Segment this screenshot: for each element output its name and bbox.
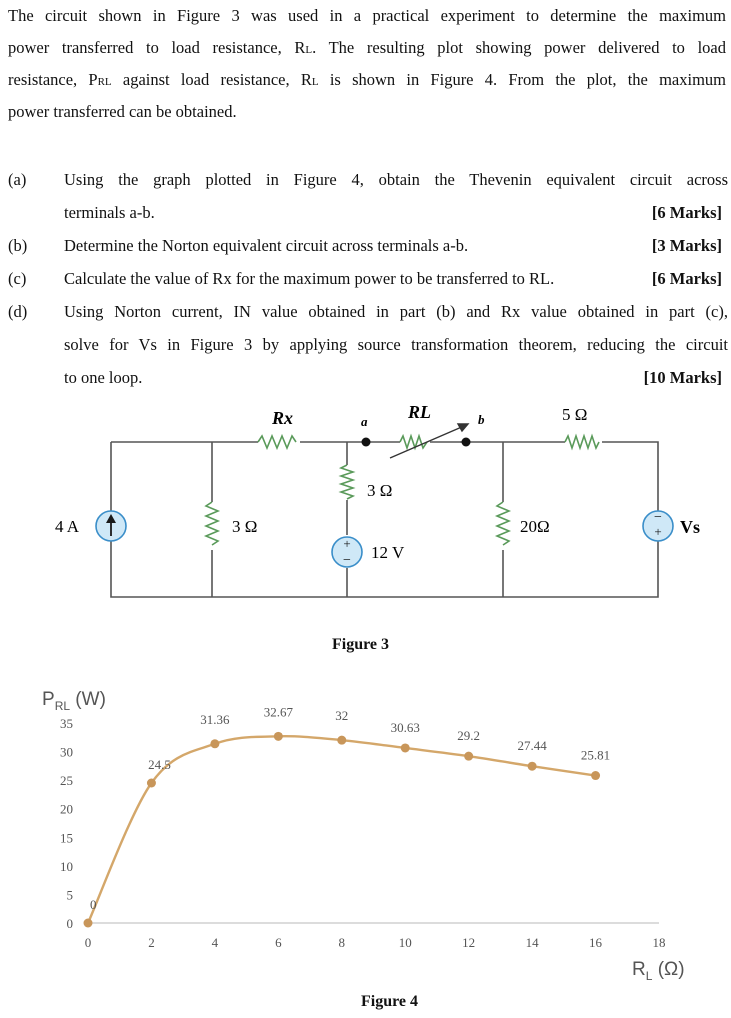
current-source-icon bbox=[96, 511, 126, 541]
x-tick-label: 0 bbox=[84, 935, 92, 950]
question-label: (c) bbox=[8, 269, 27, 288]
terminal-a bbox=[362, 438, 371, 447]
y-tick-label: 35 bbox=[60, 716, 73, 731]
terminal-b bbox=[462, 438, 471, 447]
marks-label: [6 Marks] bbox=[651, 269, 722, 288]
figure-4-caption: Figure 4 bbox=[361, 993, 419, 1010]
marks-label: [3 Marks] bbox=[651, 236, 722, 255]
question-text-line: Determine the Norton equivalent circuit across terminals a-b. bbox=[64, 236, 469, 255]
data-point bbox=[591, 771, 600, 780]
data-label: 32 bbox=[335, 708, 349, 724]
data-point bbox=[84, 919, 93, 928]
data-point bbox=[274, 732, 283, 741]
question-text-line: Calculate the value of Rx for the maximum power to be transferred to RL. bbox=[64, 269, 555, 288]
data-label: 31.36 bbox=[200, 711, 230, 727]
svg-text:+: + bbox=[343, 536, 351, 551]
question-text-line: terminals a-b. bbox=[64, 203, 155, 222]
circuit-diagram bbox=[0, 390, 731, 670]
intro-line-1: The circuit shown in Figure 3 was used in a practical experiment to determine the maximum bbox=[8, 6, 726, 25]
node-a-label: a bbox=[361, 414, 368, 429]
x-tick-label: 18 bbox=[652, 935, 666, 950]
figure-3-caption: Figure 3 bbox=[332, 636, 390, 653]
x-axis-label: $R_L$ (Ω) bbox=[632, 959, 685, 983]
question-label: (a) bbox=[8, 170, 27, 189]
data-label: 25.81 bbox=[580, 747, 611, 763]
intro-line-3: resistance, PRL against load resistance, RL is shown in Figure 4. From the plot, the maximum bbox=[8, 70, 727, 89]
r-right-series-label: 5 Ω bbox=[562, 405, 588, 424]
voltage-source-vs-icon bbox=[643, 510, 673, 541]
data-point bbox=[401, 743, 410, 752]
variable-arrow bbox=[390, 424, 468, 458]
resistor-rx bbox=[258, 436, 296, 448]
question-text-line: Using Norton current, IN value obtained in part (b) and Rx value obtained in part (c), bbox=[64, 302, 728, 321]
resistor-rl bbox=[400, 436, 427, 448]
x-tick-label: 14 bbox=[525, 935, 539, 950]
rl-label: RL bbox=[408, 402, 432, 422]
data-point bbox=[337, 736, 346, 745]
voltage-source-12v-icon bbox=[332, 536, 362, 568]
r-middle-label: 3 Ω bbox=[367, 481, 393, 500]
x-tick-label: 8 bbox=[338, 935, 346, 950]
data-label: 29.2 bbox=[457, 728, 481, 744]
r-shunt-left-label: 3 Ω bbox=[232, 517, 258, 536]
rx-label: Rx bbox=[272, 408, 294, 428]
resistor-5ohm bbox=[565, 436, 599, 448]
question-text-line: solve for Vs in Figure 3 by applying source transformation theorem, reducing the circuit bbox=[64, 335, 728, 354]
svg-text:+: + bbox=[654, 524, 662, 539]
y-tick-label: 10 bbox=[60, 858, 73, 874]
y-tick-label: 5 bbox=[66, 887, 73, 903]
data-label: 27.44 bbox=[517, 738, 547, 754]
node-b-label: b bbox=[478, 412, 485, 427]
data-point bbox=[464, 752, 473, 761]
data-label: 0 bbox=[90, 897, 97, 912]
data-label: 24.5 bbox=[148, 757, 171, 772]
svg-text:−: − bbox=[343, 553, 351, 568]
marks-label: [10 Marks] bbox=[643, 368, 722, 387]
resistor-3ohm-shunt bbox=[206, 502, 218, 545]
power-chart bbox=[0, 675, 731, 995]
svg-text:−: − bbox=[654, 510, 662, 525]
data-point bbox=[528, 762, 537, 771]
x-tick-label: 4 bbox=[211, 935, 219, 950]
x-tick-label: 2 bbox=[148, 935, 155, 950]
vs-label: Vs bbox=[680, 517, 701, 537]
y-tick-label: 15 bbox=[60, 830, 73, 846]
data-point bbox=[210, 739, 219, 748]
x-tick-label: 6 bbox=[275, 935, 282, 950]
intro-line-2: power transferred to load resistance, RL. The resulting plot showing power delivered to load bbox=[8, 38, 726, 57]
r-shunt-right-label: 20Ω bbox=[520, 517, 550, 536]
marks-label: [6 Marks] bbox=[651, 203, 722, 222]
y-tick-label: 30 bbox=[60, 744, 73, 760]
y-axis-label: $P_{RL}$ (W) bbox=[42, 689, 106, 713]
question-text-line: to one loop. bbox=[64, 368, 143, 387]
current-source-label: 4 A bbox=[55, 517, 80, 536]
intro-line-4: power transferred can be obtained. bbox=[8, 102, 237, 121]
intro-paragraph bbox=[8, 0, 726, 128]
resistor-3ohm-middle bbox=[341, 465, 353, 499]
question-label: (d) bbox=[8, 302, 28, 321]
x-tick-label: 10 bbox=[398, 935, 412, 950]
question-text-line: Using the graph plotted in Figure 4, obtain the Thevenin equivalent circuit across bbox=[64, 170, 728, 189]
data-point bbox=[147, 779, 156, 788]
y-tick-label: 0 bbox=[66, 916, 73, 931]
question-label: (b) bbox=[8, 236, 28, 255]
v-source-label: 12 V bbox=[371, 543, 405, 562]
data-label: 30.63 bbox=[390, 719, 420, 735]
resistor-20ohm bbox=[497, 502, 509, 545]
data-label: 32.67 bbox=[263, 704, 293, 720]
y-tick-label: 20 bbox=[60, 801, 73, 817]
x-tick-label: 12 bbox=[462, 935, 476, 950]
x-tick-label: 16 bbox=[589, 935, 603, 950]
y-tick-label: 25 bbox=[60, 773, 73, 789]
